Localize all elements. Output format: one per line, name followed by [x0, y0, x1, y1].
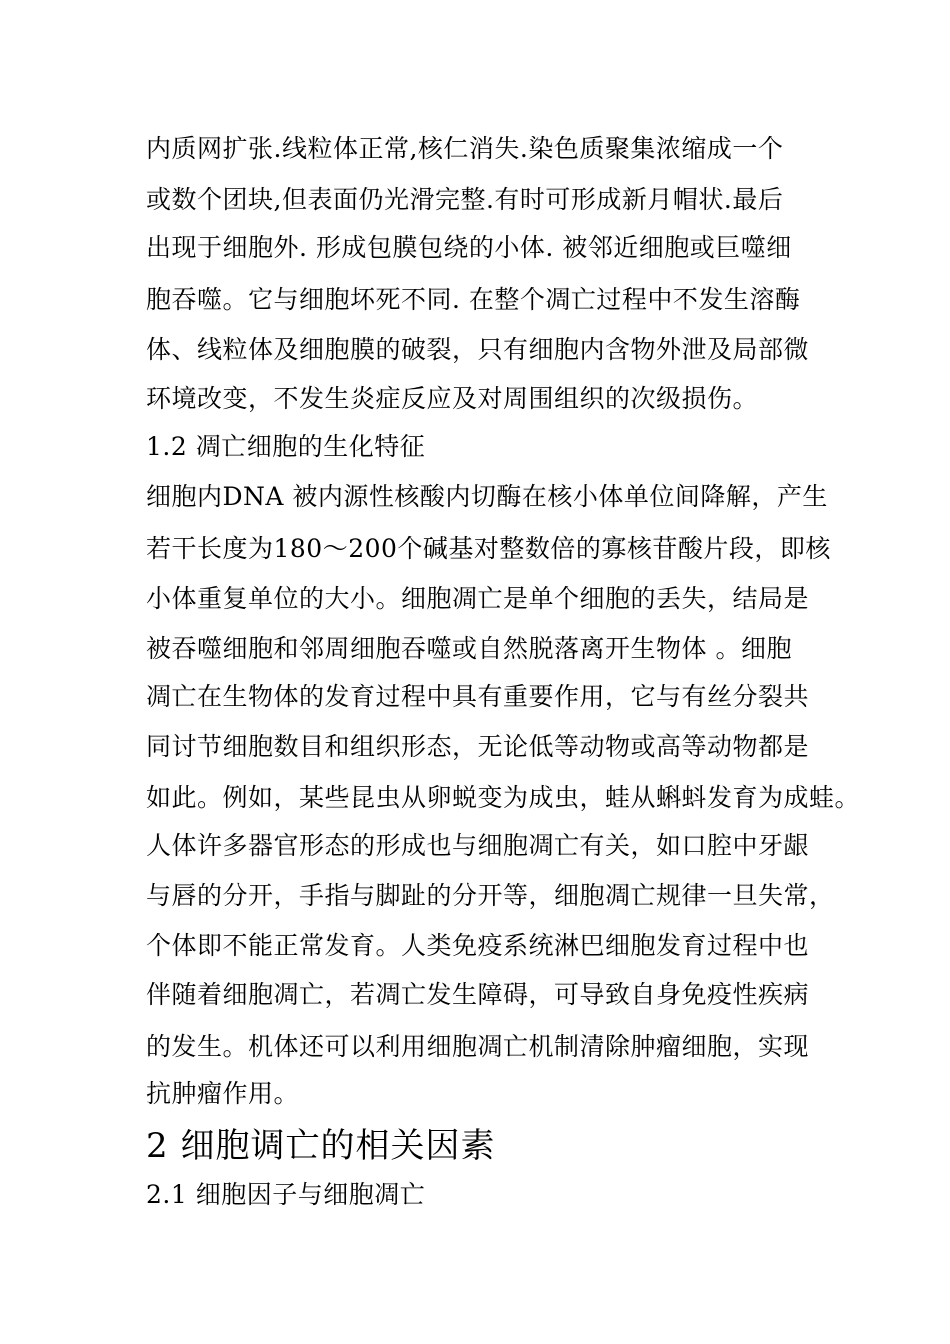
paragraph-line: 与唇的分开，手指与脚趾的分开等，细胞凋亡规律一旦失常， [146, 881, 835, 910]
paragraph-line: 抗肿瘤作用。 [146, 1079, 300, 1108]
paragraph-line: 出现于细胞外. 形成包膜包绕的小体. 被邻近细胞或巨噬细 [146, 233, 792, 262]
paragraph-line: 若干长度为180～200个碱基对整数倍的寡核苷酸片段，即核 [146, 534, 831, 563]
paragraph-line: 伴随着细胞凋亡，若凋亡发生障碍，可导致自身免疫性疾病 [146, 980, 810, 1009]
paragraph-line: 小体重复单位的大小。细胞凋亡是单个细胞的丢失，结局是 [146, 584, 810, 613]
paragraph-line: 体、线粒体及细胞膜的破裂，只有细胞内含物外泄及局部微 [146, 335, 810, 364]
paragraph-line: 或数个团块,但表面仍光滑完整.有时可形成新月帽状.最后 [146, 185, 784, 214]
section-heading-2: 2 细胞调亡的相关因素 [146, 1126, 496, 1166]
paragraph-line: 人体许多器官形态的形成也与细胞凋亡有关，如口腔中牙龈 [146, 831, 810, 860]
paragraph-line: 被吞噬细胞和邻周细胞吞噬或自然脱落离开生物体 。细胞 [146, 634, 792, 663]
paragraph-line: 个体即不能正常发育。人类免疫系统淋巴细胞发育过程中也 [146, 931, 810, 960]
section-heading-2-1: 2.1 细胞因子与细胞凋亡 [146, 1180, 426, 1209]
paragraph-line: 细胞内DNA 被内源性核酸内切酶在核小体单位间降解，产生 [146, 482, 828, 511]
paragraph-line: 的发生。机体还可以利用细胞凋亡机制清除肿瘤细胞，实现 [146, 1032, 810, 1061]
paragraph-line: 胞吞噬。它与细胞坏死不同. 在整个凋亡过程中不发生溶酶 [146, 285, 801, 314]
paragraph-line: 如此。例如，某些昆虫从卵蜕变为成虫，蛙从蝌蚪发育为成蛙。 [146, 783, 861, 812]
paragraph-line: 凋亡在生物体的发育过程中具有重要作用，它与有丝分裂共 [146, 682, 810, 711]
paragraph-line: 内质网扩张.线粒体正常,核仁消失.染色质聚集浓缩成一个 [146, 134, 784, 163]
paragraph-line: 同讨节细胞数目和组织形态，无论低等动物或高等动物都是 [146, 732, 810, 761]
section-heading-1-2: 1.2 凋亡细胞的生化特征 [146, 432, 426, 461]
paragraph-line: 环境改变，不发生炎症反应及对周围组织的次级损伤。 [146, 384, 759, 413]
